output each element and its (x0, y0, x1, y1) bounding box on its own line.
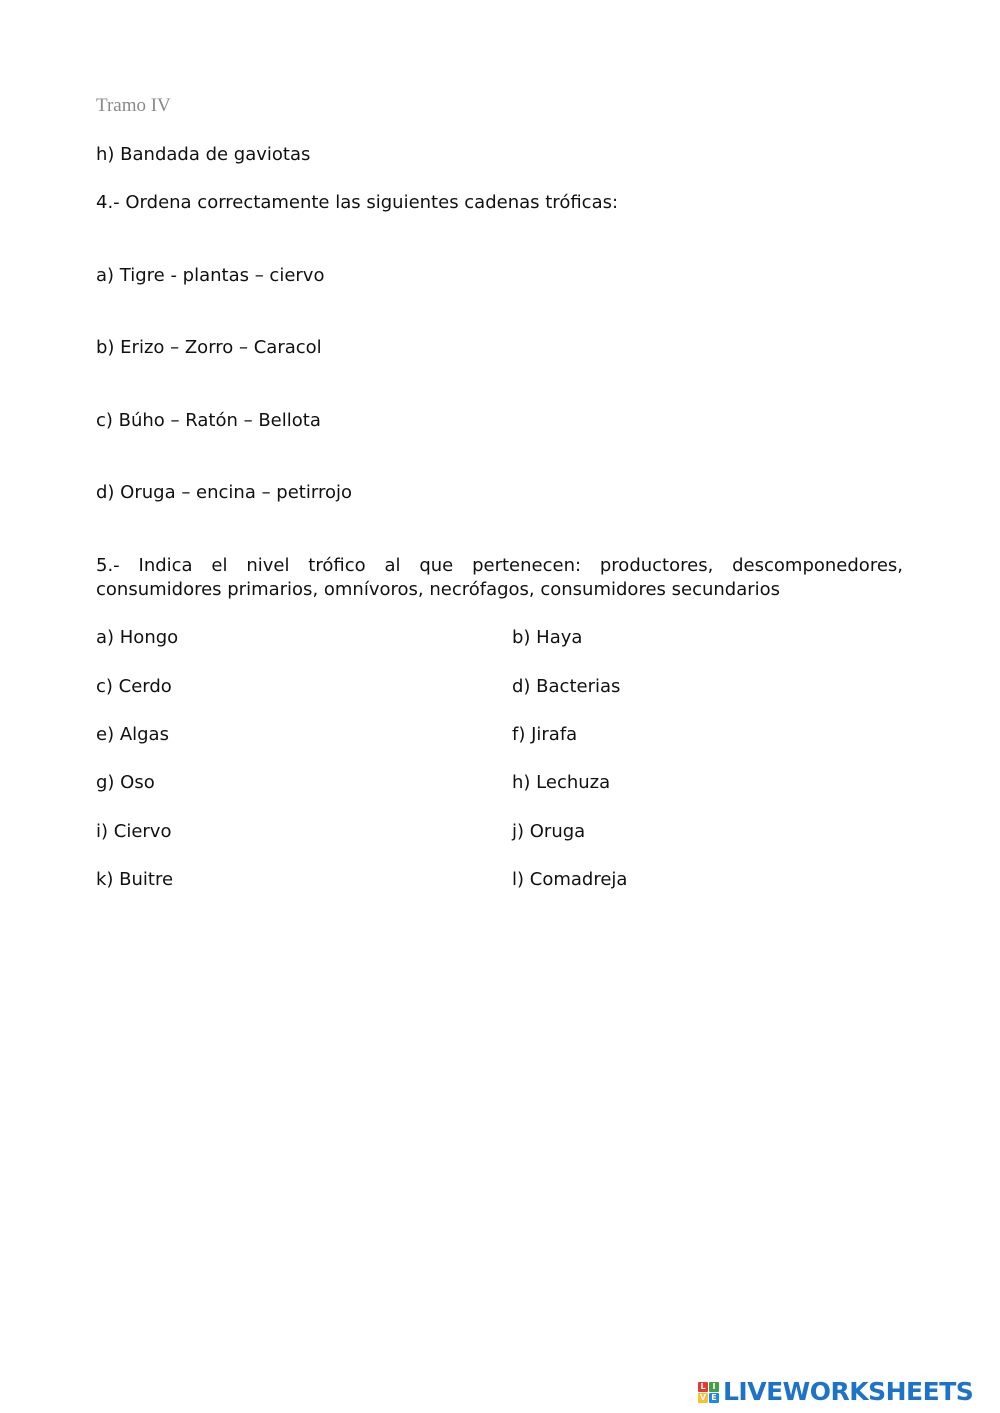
question-5-item: k) Buitre (96, 869, 174, 890)
question-5-item: g) Oso (96, 772, 155, 793)
question-4-item: b) Erizo – Zorro – Caracol (96, 337, 322, 358)
logo-mark-tile: V (699, 1392, 707, 1402)
liveworksheets-logo-text: LIVEWORKSHEETS (723, 1377, 974, 1406)
logo-mark-tile: E (709, 1393, 719, 1403)
question-5-item: j) Oruga (512, 821, 586, 842)
question-5-item: d) Bacterias (512, 676, 621, 697)
question-4-title: 4.- Ordena correctamente las siguientes cadenas tróficas: (96, 192, 619, 213)
question-5-title (96, 554, 903, 602)
logo-mark-tile: L (698, 1382, 708, 1392)
question-5-item: i) Ciervo (96, 821, 172, 842)
question-5-item: a) Hongo (96, 627, 179, 648)
question-4-item: a) Tigre - plantas – ciervo (96, 265, 325, 286)
question-5-item: c) Cerdo (96, 676, 172, 697)
question-5-title-line-1: 5.- Indica el nivel trófico al que pertenecen: productores, descomponedores, (96, 555, 903, 576)
liveworksheets-logo-icon (698, 1382, 719, 1403)
logo-mark-tile: I (709, 1382, 719, 1392)
question-5-title-line-2: consumidores primarios, omnívoros, necrófagos, consumidores secundarios (96, 579, 781, 600)
question-4-item: d) Oruga – encina – petirrojo (96, 482, 352, 503)
question-5-item: b) Haya (512, 627, 583, 648)
question-5-item: e) Algas (96, 724, 169, 745)
question-5-item: f) Jirafa (512, 724, 578, 745)
question-4-item: c) Búho – Ratón – Bellota (96, 410, 321, 431)
page-header: Tramo IV (96, 95, 171, 116)
liveworksheets-logo[interactable] (698, 1378, 973, 1406)
intro-item: h) Bandada de gaviotas (96, 144, 311, 165)
question-5-item: l) Comadreja (512, 869, 628, 890)
question-5-item: h) Lechuza (512, 772, 611, 793)
